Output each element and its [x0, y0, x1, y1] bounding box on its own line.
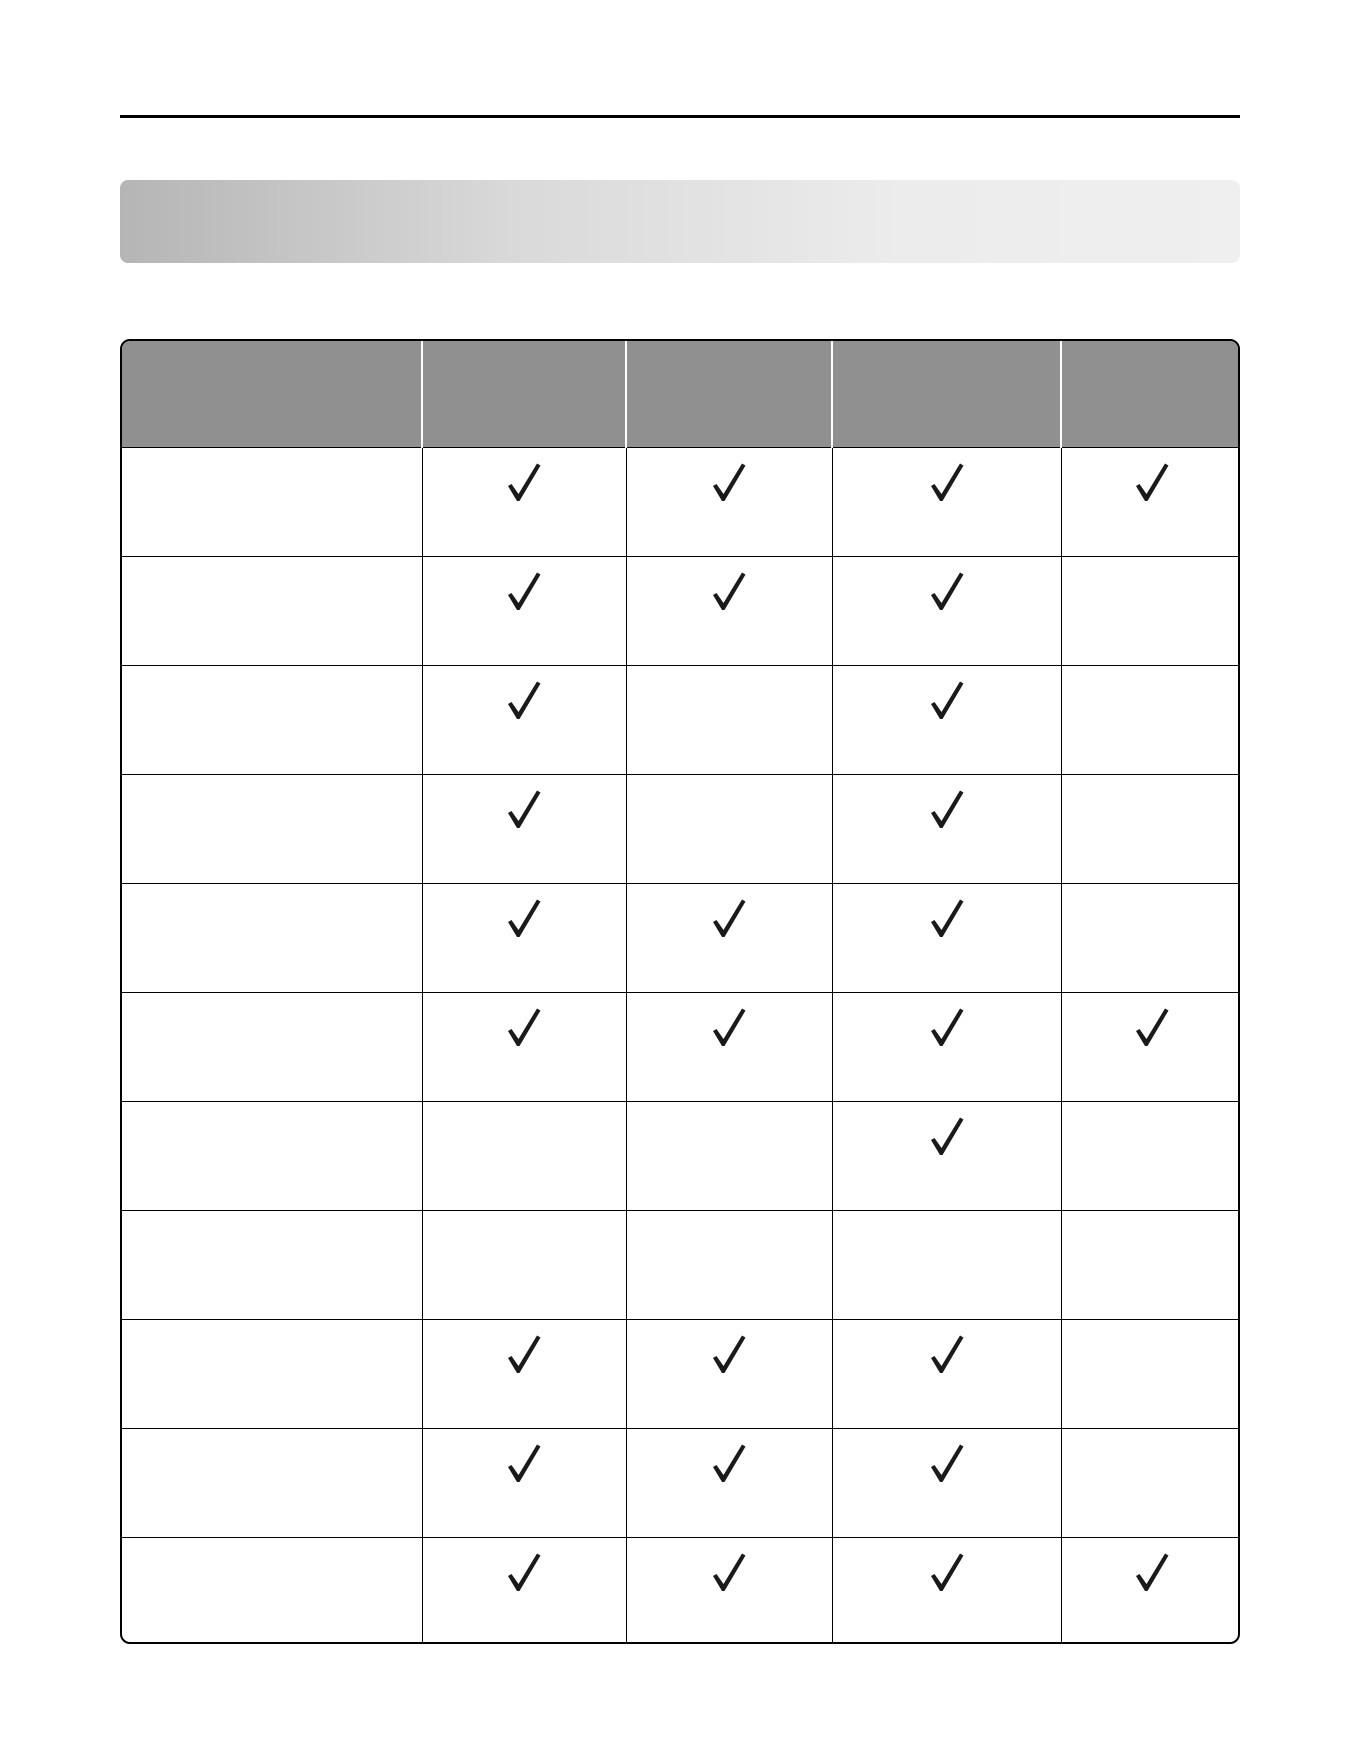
table-cell: [422, 993, 626, 1102]
top-rule: [120, 115, 1240, 118]
support-matrix: [120, 339, 1240, 1644]
check-mark-icon: [711, 1443, 747, 1483]
table-cell: [626, 884, 832, 993]
table-cell: [1061, 1538, 1240, 1645]
header-cell-3: [626, 341, 832, 448]
table-cell: [832, 993, 1061, 1102]
section-title-band: [120, 180, 1240, 263]
table-row: [122, 1320, 1240, 1429]
header-row: [122, 341, 1240, 448]
table-cell: [422, 1211, 626, 1320]
table-cell: [626, 775, 832, 884]
table-cell: [122, 775, 422, 884]
table-cell: [1061, 993, 1240, 1102]
check-mark-icon: [1134, 462, 1170, 502]
table-cell: [832, 1211, 1061, 1320]
table-cell: [832, 1102, 1061, 1211]
table-cell: [626, 1211, 832, 1320]
check-mark-icon: [506, 1334, 542, 1374]
check-mark-icon: [929, 789, 965, 829]
table-cell: [422, 448, 626, 557]
check-mark-icon: [506, 680, 542, 720]
table-cell: [1061, 1102, 1240, 1211]
table-cell: [422, 557, 626, 666]
table-cell: [1061, 666, 1240, 775]
table-row: [122, 666, 1240, 775]
table-cell: [626, 666, 832, 775]
check-mark-icon: [929, 571, 965, 611]
table-cell: [1061, 884, 1240, 993]
table-cell: [122, 1538, 422, 1645]
table-cell: [422, 1538, 626, 1645]
table-cell: [626, 1538, 832, 1645]
table-cell: [122, 666, 422, 775]
table-cell: [122, 1102, 422, 1211]
table-cell: [832, 557, 1061, 666]
check-mark-icon: [506, 1552, 542, 1592]
header-cell-2: [422, 341, 626, 448]
check-mark-icon: [506, 789, 542, 829]
table-cell: [832, 1320, 1061, 1429]
check-mark-icon: [506, 898, 542, 938]
table-cell: [122, 1320, 422, 1429]
table-cell: [626, 993, 832, 1102]
table-cell: [626, 557, 832, 666]
table-cell: [626, 1429, 832, 1538]
check-mark-icon: [506, 1007, 542, 1047]
table-cell: [1061, 1429, 1240, 1538]
table-cell: [832, 1538, 1061, 1645]
check-mark-icon: [711, 571, 747, 611]
check-mark-icon: [929, 898, 965, 938]
check-mark-icon: [929, 462, 965, 502]
table-cell: [422, 884, 626, 993]
table-cell: [422, 775, 626, 884]
check-mark-icon: [1134, 1552, 1170, 1592]
table-cell: [626, 1320, 832, 1429]
table-row: [122, 1102, 1240, 1211]
table-cell: [422, 666, 626, 775]
table-cell: [122, 1211, 422, 1320]
table-cell: [832, 1429, 1061, 1538]
check-mark-icon: [929, 1334, 965, 1374]
check-mark-icon: [506, 571, 542, 611]
check-mark-icon: [929, 1007, 965, 1047]
table-row: [122, 557, 1240, 666]
table-cell: [832, 884, 1061, 993]
table-cell: [832, 775, 1061, 884]
check-mark-icon: [506, 1443, 542, 1483]
table-row: [122, 448, 1240, 557]
table-cell: [832, 448, 1061, 557]
table-cell: [422, 1429, 626, 1538]
check-mark-icon: [506, 462, 542, 502]
check-mark-icon: [711, 462, 747, 502]
table-cell: [122, 557, 422, 666]
check-mark-icon: [711, 1007, 747, 1047]
header-cell-1: [122, 341, 422, 448]
header-cell-5: [1061, 341, 1240, 448]
support-table: [122, 341, 1240, 1644]
table-cell: [626, 1102, 832, 1211]
table-cell: [122, 884, 422, 993]
table-cell: [1061, 1211, 1240, 1320]
table-row: [122, 775, 1240, 884]
table-cell: [422, 1320, 626, 1429]
check-mark-icon: [929, 1116, 965, 1156]
check-mark-icon: [929, 1443, 965, 1483]
table-cell: [832, 666, 1061, 775]
header-cell-4: [832, 341, 1061, 448]
check-mark-icon: [711, 1552, 747, 1592]
check-mark-icon: [711, 898, 747, 938]
matrix-body: [122, 448, 1240, 1645]
check-mark-icon: [711, 1334, 747, 1374]
table-cell: [1061, 775, 1240, 884]
table-cell: [122, 993, 422, 1102]
table-row: [122, 1538, 1240, 1645]
table-cell: [122, 448, 422, 557]
check-mark-icon: [1134, 1007, 1170, 1047]
table-row: [122, 884, 1240, 993]
table-row: [122, 1211, 1240, 1320]
table-row: [122, 993, 1240, 1102]
table-row: [122, 1429, 1240, 1538]
table-cell: [422, 1102, 626, 1211]
table-cell: [1061, 557, 1240, 666]
table-cell: [1061, 448, 1240, 557]
check-mark-icon: [929, 680, 965, 720]
table-cell: [122, 1429, 422, 1538]
table-cell: [1061, 1320, 1240, 1429]
table-cell: [626, 448, 832, 557]
check-mark-icon: [929, 1552, 965, 1592]
